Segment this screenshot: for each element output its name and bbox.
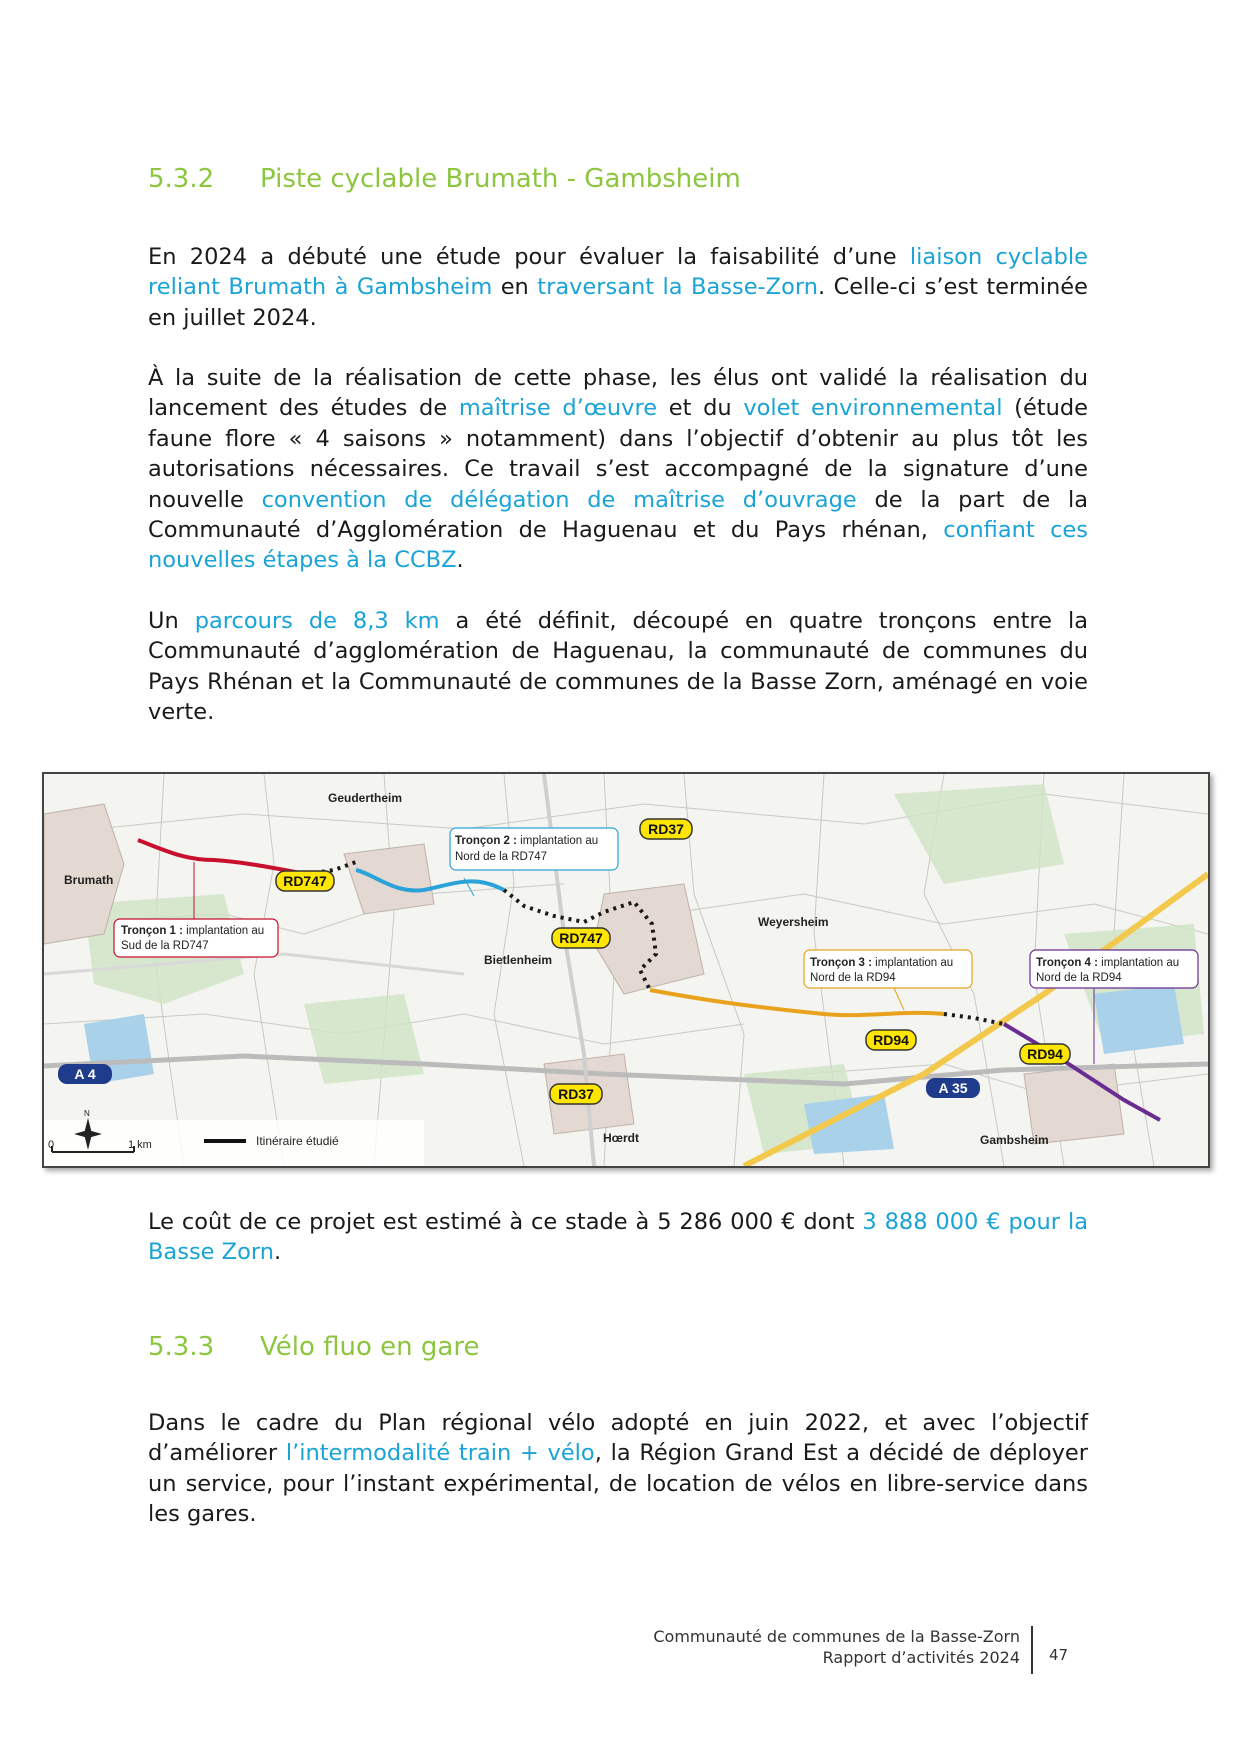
svg-text:Nord de la RD747: Nord de la RD747 [455,851,548,863]
section-heading-5-3-2 [148,164,741,194]
text: . [273,1239,282,1266]
svg-text:RD94: RD94 [1027,1046,1063,1062]
svg-text:RD37: RD37 [648,821,684,837]
motorway-badge-a4 [58,1064,112,1084]
text: . [456,547,464,574]
svg-text:RD37: RD37 [558,1086,594,1102]
road-badge-rd747 [276,871,334,891]
footer-text [653,1626,1020,1668]
highlight-text: traversant la Basse-Zorn [537,274,818,301]
road-badge-rd94 [866,1030,916,1050]
text: , la Région Grand Est a décidé de déployer un service, pour l’instant expérimental, de location de vélos en libre-service dans les gares. [148,1440,1088,1528]
text: Un [148,608,195,634]
road-badge-rd94 [1020,1044,1070,1064]
highlight-text: confiant ces nouvelles étapes à la CCBZ [148,517,1088,574]
svg-text:Tronçon 3 : implantation au: Tronçon 3 : implantation au [810,957,954,969]
town-hoerdt: Hœrdt [603,1131,639,1145]
highlight-text: 3 888 000 € pour la Basse Zorn [148,1209,1088,1266]
road-badge-rd747 [552,928,610,948]
footer-report: Rapport d’activités 2024 [822,1648,1020,1667]
text: (étude faune flore « 4 saisons » notamment) dans l’objectif d’obtenir au plus tôt les autorisations nécessaires. Ce travail s’est accompagné de la signature d’une nouvelle [148,395,1089,513]
paragraph-cost [148,1207,1088,1268]
paragraph-decision [148,363,1088,576]
section-heading-5-3-3 [148,1332,479,1362]
paragraph-velo-fluo [148,1408,1088,1530]
text: En 2024 a débuté une étude pour évaluer la faisabilité d’une [148,244,910,270]
page-number: 47 [1049,1646,1069,1664]
paragraph-route [148,606,1088,728]
legend-label: Itinéraire étudié [256,1134,339,1148]
route-map [42,772,1210,1168]
svg-text:Nord de la RD94: Nord de la RD94 [1036,972,1122,984]
section-number: 5.3.2 [148,164,215,194]
svg-text:RD747: RD747 [283,873,327,889]
road-badge-rd37 [640,819,692,839]
text: et du [657,395,744,422]
callout-troncon-2 [450,828,618,870]
svg-text:Tronçon 2 : implantation au: Tronçon 2 : implantation au [455,835,599,847]
svg-text:RD94: RD94 [873,1032,909,1048]
highlight-text: parcours de 8,3 km [194,608,440,634]
svg-text:N: N [84,1109,90,1118]
svg-text:A 35: A 35 [938,1080,968,1096]
callout-troncon-3 [804,950,972,988]
scale-zero: 0 [48,1139,55,1151]
text: . Celle-ci s’est terminée en juillet 2024. [148,274,1088,331]
section-title: Piste cyclable Brumath - Gambsheim [260,164,741,194]
text: en [492,274,538,301]
text: Le coût de ce projet est estimé à ce stade à 5 286 000 € dont [148,1209,863,1235]
svg-text:Sud de la RD747: Sud de la RD747 [121,940,209,952]
town-brumath: Brumath [64,873,114,887]
svg-text:A 4: A 4 [74,1066,96,1082]
footer-divider [1031,1626,1033,1674]
text: de la part de la Communauté d’Agglomération de Haguenau et du Pays rhénan, [148,486,1088,544]
town-weyersheim: Weyersheim [758,915,829,929]
svg-text:Tronçon 4 : implantation au: Tronçon 4 : implantation au [1036,957,1180,969]
town-bietlenheim: Bietlenheim [484,953,553,967]
highlight-text: maîtrise d’œuvre [458,395,658,422]
scale-km: 1 km [128,1139,152,1151]
town-geudertheim: Geudertheim [328,791,403,805]
highlight-text: l’intermodalité train + vélo [285,1440,595,1467]
text: a été définit, découpé en quatre tronçons entre la Communauté d’agglomération de Haguenau, la communauté de communes du Pays Rhénan et la Communauté de communes de la Basse Zorn, aménagé en voie verte. [148,608,1088,726]
motorway-badge-a35 [926,1078,980,1098]
town-gambsheim: Gambsheim [980,1133,1049,1147]
road-badge-rd37 [550,1084,602,1104]
callout-troncon-1 [114,919,278,957]
footer-organisation: Communauté de communes de la Basse-Zorn [653,1627,1020,1646]
section-title: Vélo fluo en gare [260,1332,480,1362]
highlight-text: volet environnemental [743,395,1003,422]
highlight-text: liaison cyclable reliant Brumath à Gambsheim [148,244,1089,301]
callout-troncon-4 [1030,950,1198,988]
text: Dans le cadre du Plan régional vélo adopté en juin 2022, et avec l’objectif d’améliorer [148,1410,1088,1467]
svg-text:Nord de la RD94: Nord de la RD94 [810,972,896,984]
svg-text:Tronçon 1 : implantation au: Tronçon 1 : implantation au [121,925,265,937]
svg-text:RD747: RD747 [559,930,603,946]
highlight-text: convention de délégation de maîtrise d’ouvrage [261,486,857,513]
section-number: 5.3.3 [148,1332,215,1362]
paragraph-study [148,242,1088,333]
text: À la suite de la réalisation de cette phase, les élus ont validé la réalisation du lancement des études de [148,365,1088,422]
